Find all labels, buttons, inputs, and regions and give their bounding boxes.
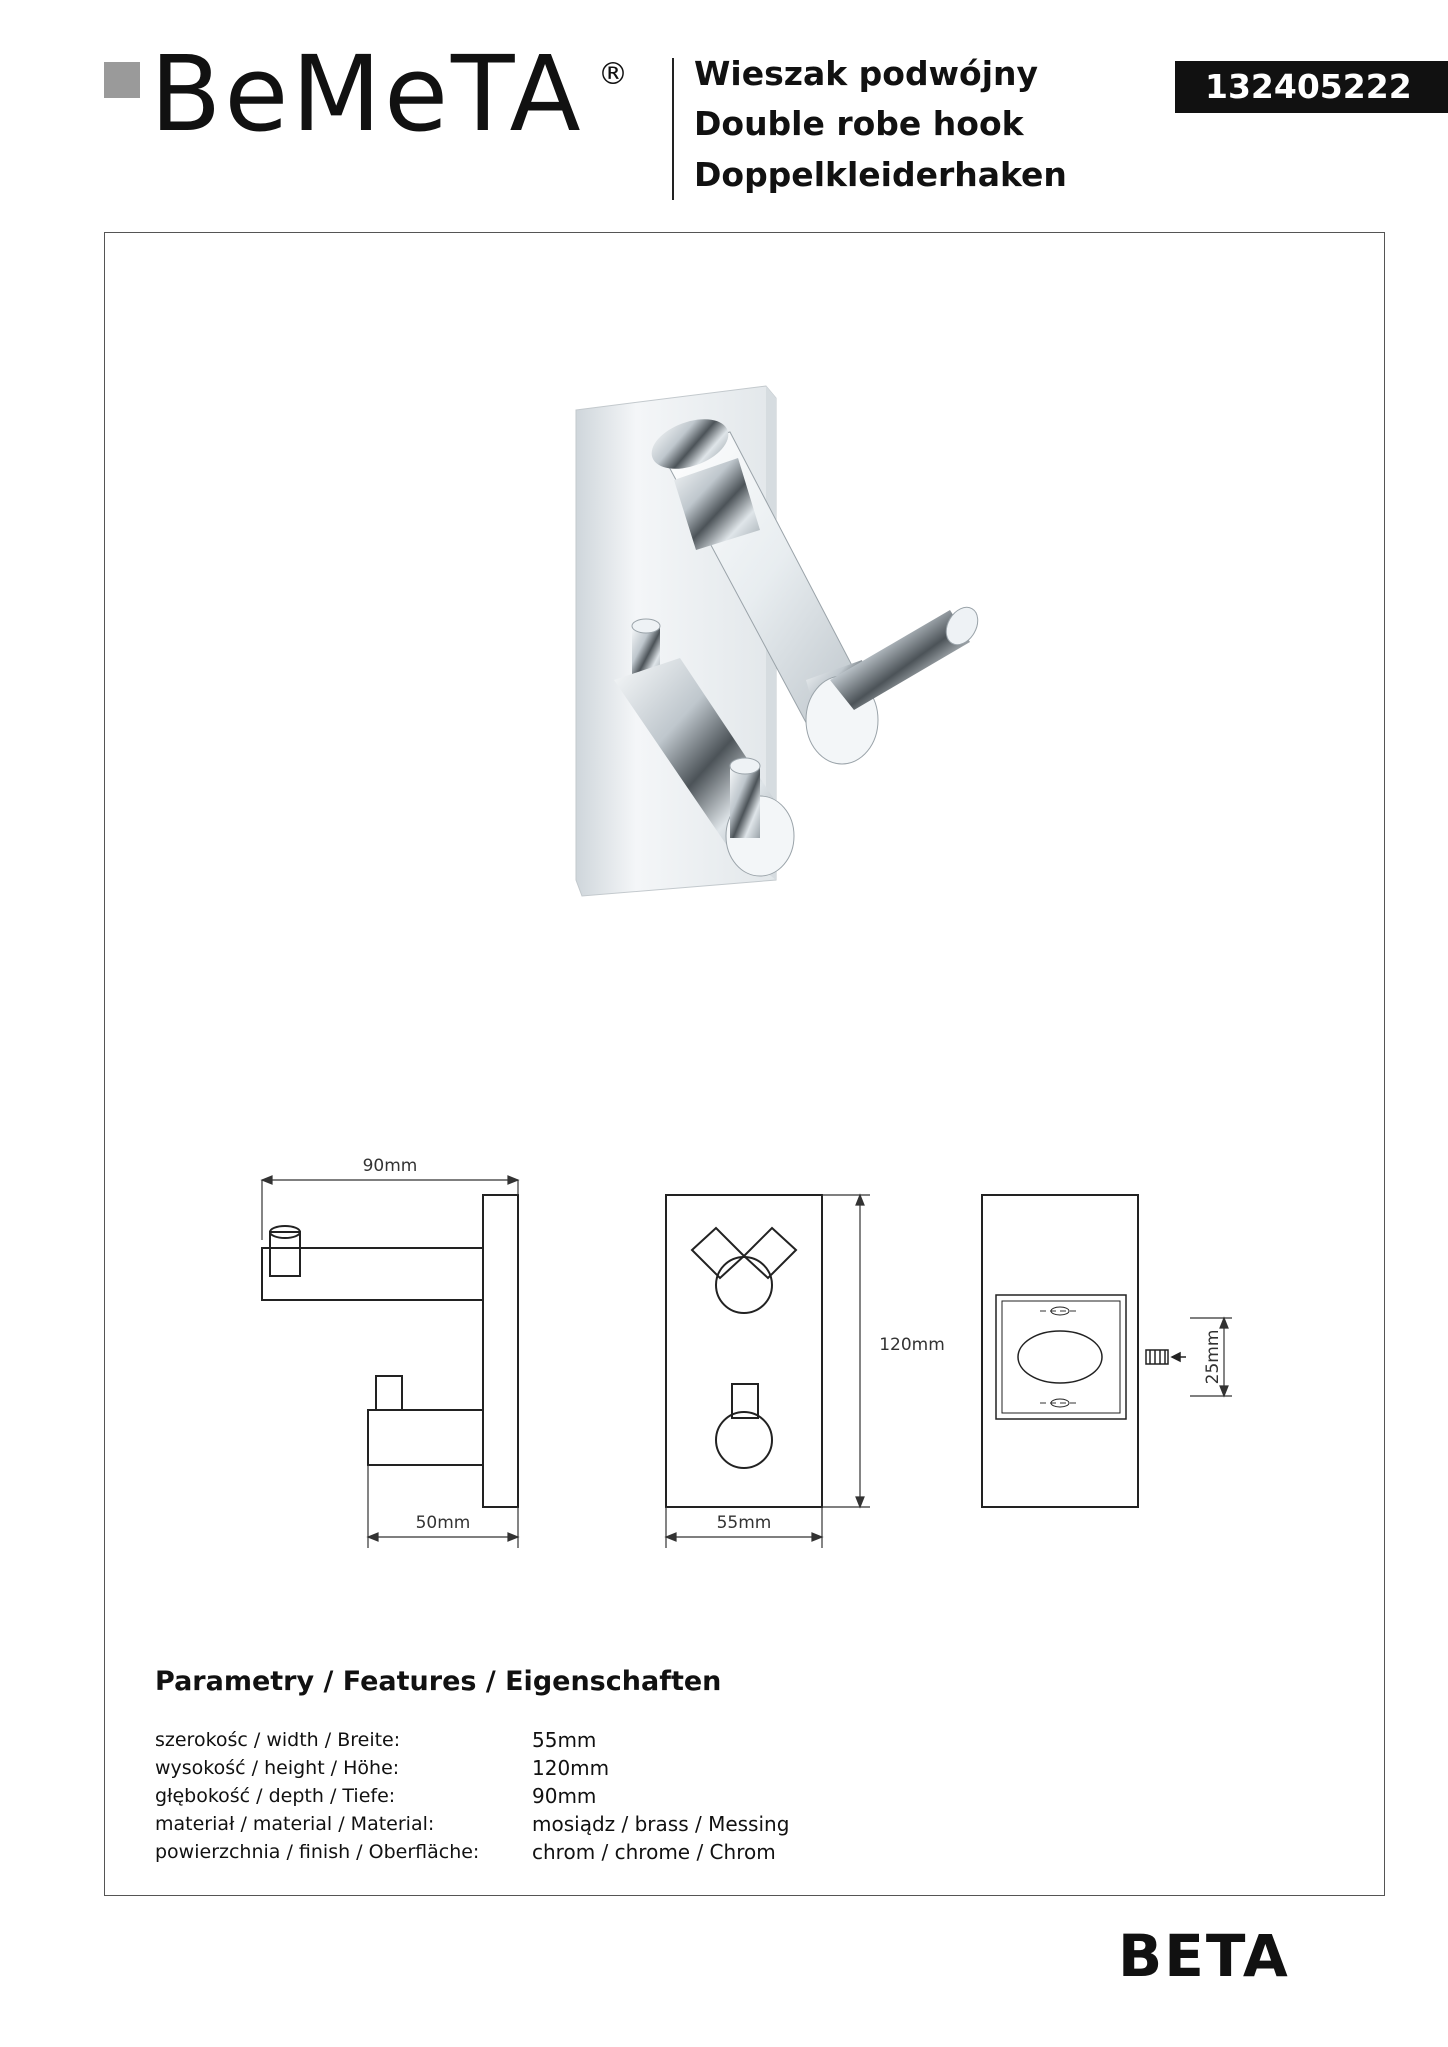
- dim-width-label: 55mm: [716, 1513, 772, 1533]
- header-divider: [672, 58, 674, 200]
- front-view-drawing: [666, 1195, 822, 1507]
- product-title-pl: Wieszak podwójny: [694, 54, 1039, 93]
- spec-label: szerokośc / width / Breite:: [155, 1729, 401, 1751]
- dim-mount-label: 25mm: [1203, 1329, 1223, 1385]
- spec-value: 120mm: [532, 1756, 610, 1780]
- spec-value: 90mm: [532, 1784, 597, 1808]
- screw-illustration: [1146, 1350, 1186, 1364]
- product-title-en: Double robe hook: [694, 104, 1024, 143]
- spec-value: mosiądz / brass / Messing: [532, 1812, 790, 1836]
- features-heading: Parametry / Features / Eigenschaften: [155, 1666, 722, 1697]
- dim-depth-label: 90mm: [362, 1156, 418, 1176]
- registered-mark: ®: [598, 57, 628, 92]
- spec-value: 55mm: [532, 1728, 597, 1752]
- front-view-dimensions: [666, 1195, 870, 1548]
- spec-label: materiał / material / Material:: [155, 1813, 435, 1835]
- series-name: BETA: [1118, 1922, 1290, 1990]
- spec-label: głębokość / depth / Tiefe:: [155, 1785, 396, 1807]
- dim-height-label: 120mm: [879, 1335, 945, 1355]
- dim-hook-depth-label: 50mm: [415, 1513, 471, 1533]
- side-view-drawing: [262, 1195, 518, 1507]
- spec-value: chrom / chrome / Chrom: [532, 1840, 776, 1864]
- product-title-de: Doppelkleiderhaken: [694, 155, 1067, 194]
- technical-drawings: [230, 1140, 1260, 1560]
- back-view-drawing: [982, 1195, 1138, 1507]
- logo-square: [104, 62, 140, 98]
- spec-label: powierzchnia / finish / Oberfläche:: [155, 1841, 480, 1863]
- product-code-badge: 132405222: [1175, 61, 1448, 113]
- brand-logo: BeMeTA: [150, 33, 584, 155]
- product-photo: [570, 380, 1070, 900]
- spec-label: wysokość / height / Höhe:: [155, 1757, 400, 1779]
